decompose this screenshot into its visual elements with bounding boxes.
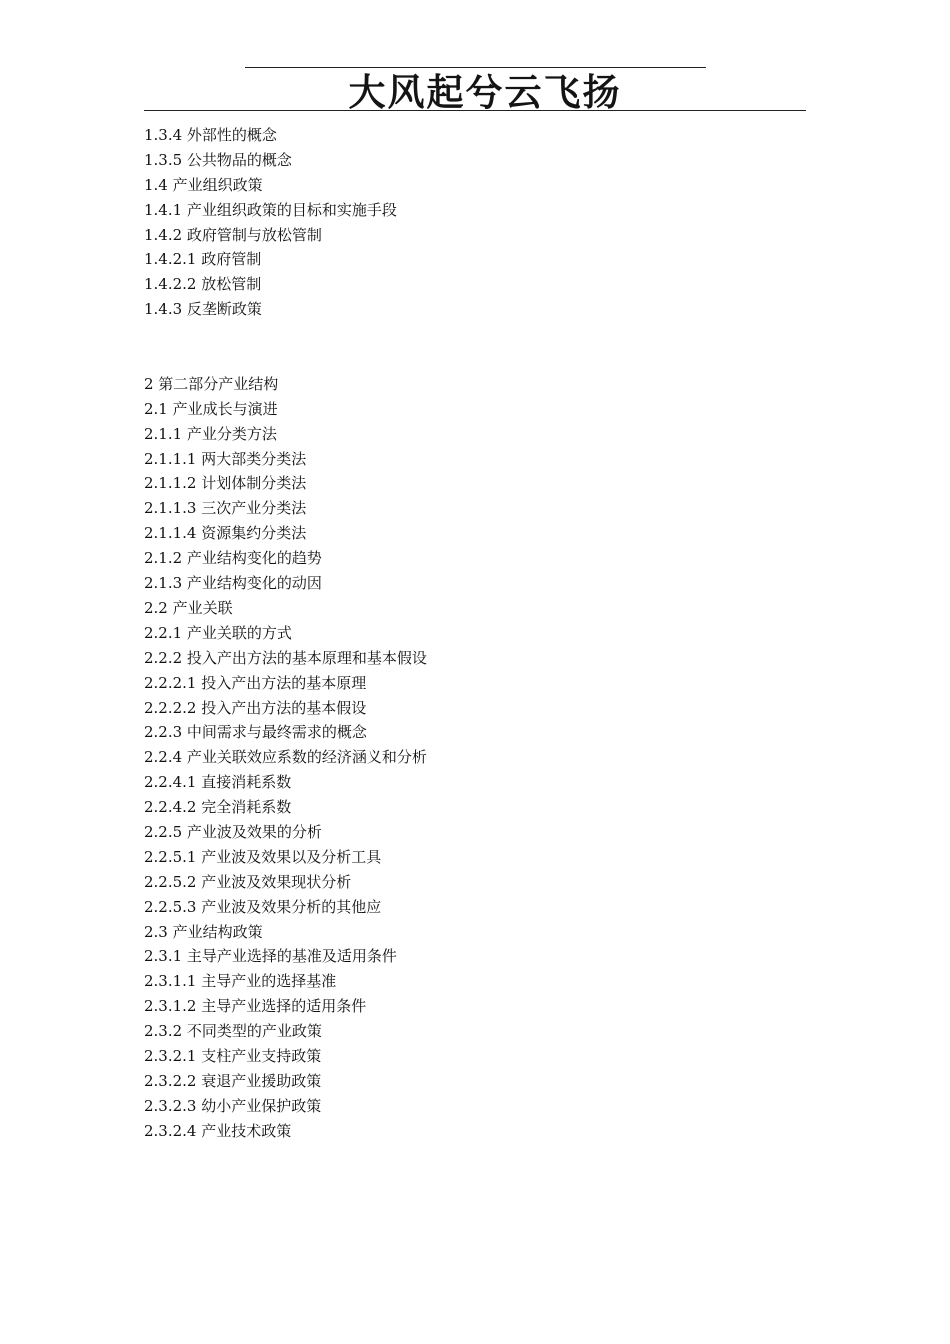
toc-line: 2.1.1.3 三次产业分类法 bbox=[144, 499, 307, 518]
toc-line: 2.3.1.1 主导产业的选择基准 bbox=[144, 972, 337, 991]
toc-line: 2.1.1.2 计划体制分类法 bbox=[144, 474, 307, 493]
toc-line: 2 第二部分产业结构 bbox=[144, 374, 279, 393]
toc-line: 2.3.2.2 衰退产业援助政策 bbox=[144, 1071, 322, 1090]
toc-line: 2.3.2.1 支柱产业支持政策 bbox=[144, 1046, 322, 1065]
toc-line: 2.2 产业关联 bbox=[144, 598, 233, 617]
toc-line: 2.1.3 产业结构变化的动因 bbox=[144, 574, 322, 593]
toc-line: 2.2.3 中间需求与最终需求的概念 bbox=[144, 723, 367, 742]
toc-line: 2.3.2 不同类型的产业政策 bbox=[144, 1022, 322, 1041]
toc-section-2 bbox=[144, 372, 804, 1144]
toc-line: 2.3.2.4 产业技术政策 bbox=[144, 1121, 292, 1140]
toc-line: 1.4.3 反垄断政策 bbox=[144, 300, 262, 319]
toc-line: 2.2.2.2 投入产出方法的基本假设 bbox=[144, 698, 367, 717]
toc-line: 1.4.2.2 放松管制 bbox=[144, 275, 262, 294]
toc-line: 2.2.4.1 直接消耗系数 bbox=[144, 773, 292, 792]
toc-line: 2.3.2.3 幼小产业保护政策 bbox=[144, 1096, 322, 1115]
toc-line: 2.3 产业结构政策 bbox=[144, 922, 263, 941]
toc-line: 1.4.1 产业组织政策的目标和实施手段 bbox=[144, 200, 397, 219]
toc-line: 2.1.2 产业结构变化的趋势 bbox=[144, 549, 322, 568]
toc-line: 2.2.4 产业关联效应系数的经济涵义和分析 bbox=[144, 748, 427, 767]
header-rule-bottom bbox=[144, 110, 806, 111]
toc-line: 2.2.2 投入产出方法的基本原理和基本假设 bbox=[144, 648, 427, 667]
toc-line: 2.2.4.2 完全消耗系数 bbox=[144, 798, 292, 817]
toc-line: 2.2.1 产业关联的方式 bbox=[144, 623, 292, 642]
toc-line: 2.2.2.1 投入产出方法的基本原理 bbox=[144, 673, 367, 692]
table-of-contents bbox=[144, 123, 804, 1144]
toc-line: 1.4.2.1 政府管制 bbox=[144, 250, 262, 269]
toc-line: 1.3.4 外部性的概念 bbox=[144, 126, 277, 144]
section-spacer bbox=[144, 322, 804, 372]
toc-line: 1.4 产业组织政策 bbox=[144, 175, 263, 194]
toc-line: 1.3.5 公共物品的概念 bbox=[144, 150, 292, 169]
toc-line: 2.2.5.3 产业波及效果分析的其他应 bbox=[144, 897, 382, 916]
header-rule-top bbox=[245, 67, 706, 68]
toc-line: 2.3.1 主导产业选择的基准及适用条件 bbox=[144, 947, 397, 966]
toc-line: 2.1.1.1 两大部类分类法 bbox=[144, 449, 307, 468]
toc-line: 2.1.1.4 资源集约分类法 bbox=[144, 524, 307, 543]
toc-line: 2.2.5.2 产业波及效果现状分析 bbox=[144, 872, 352, 891]
toc-line: 2.3.1.2 主导产业选择的适用条件 bbox=[144, 997, 367, 1016]
toc-section-1 bbox=[144, 123, 804, 322]
toc-line: 2.1.1 产业分类方法 bbox=[144, 424, 277, 443]
toc-line: 1.4.2 政府管制与放松管制 bbox=[144, 225, 322, 244]
toc-line: 2.2.5.1 产业波及效果以及分析工具 bbox=[144, 847, 382, 866]
toc-line: 2.1 产业成长与演进 bbox=[144, 399, 278, 418]
header-logo: 大风起兮云飞扬 bbox=[348, 69, 622, 114]
toc-line: 2.2.5 产业波及效果的分析 bbox=[144, 822, 322, 841]
